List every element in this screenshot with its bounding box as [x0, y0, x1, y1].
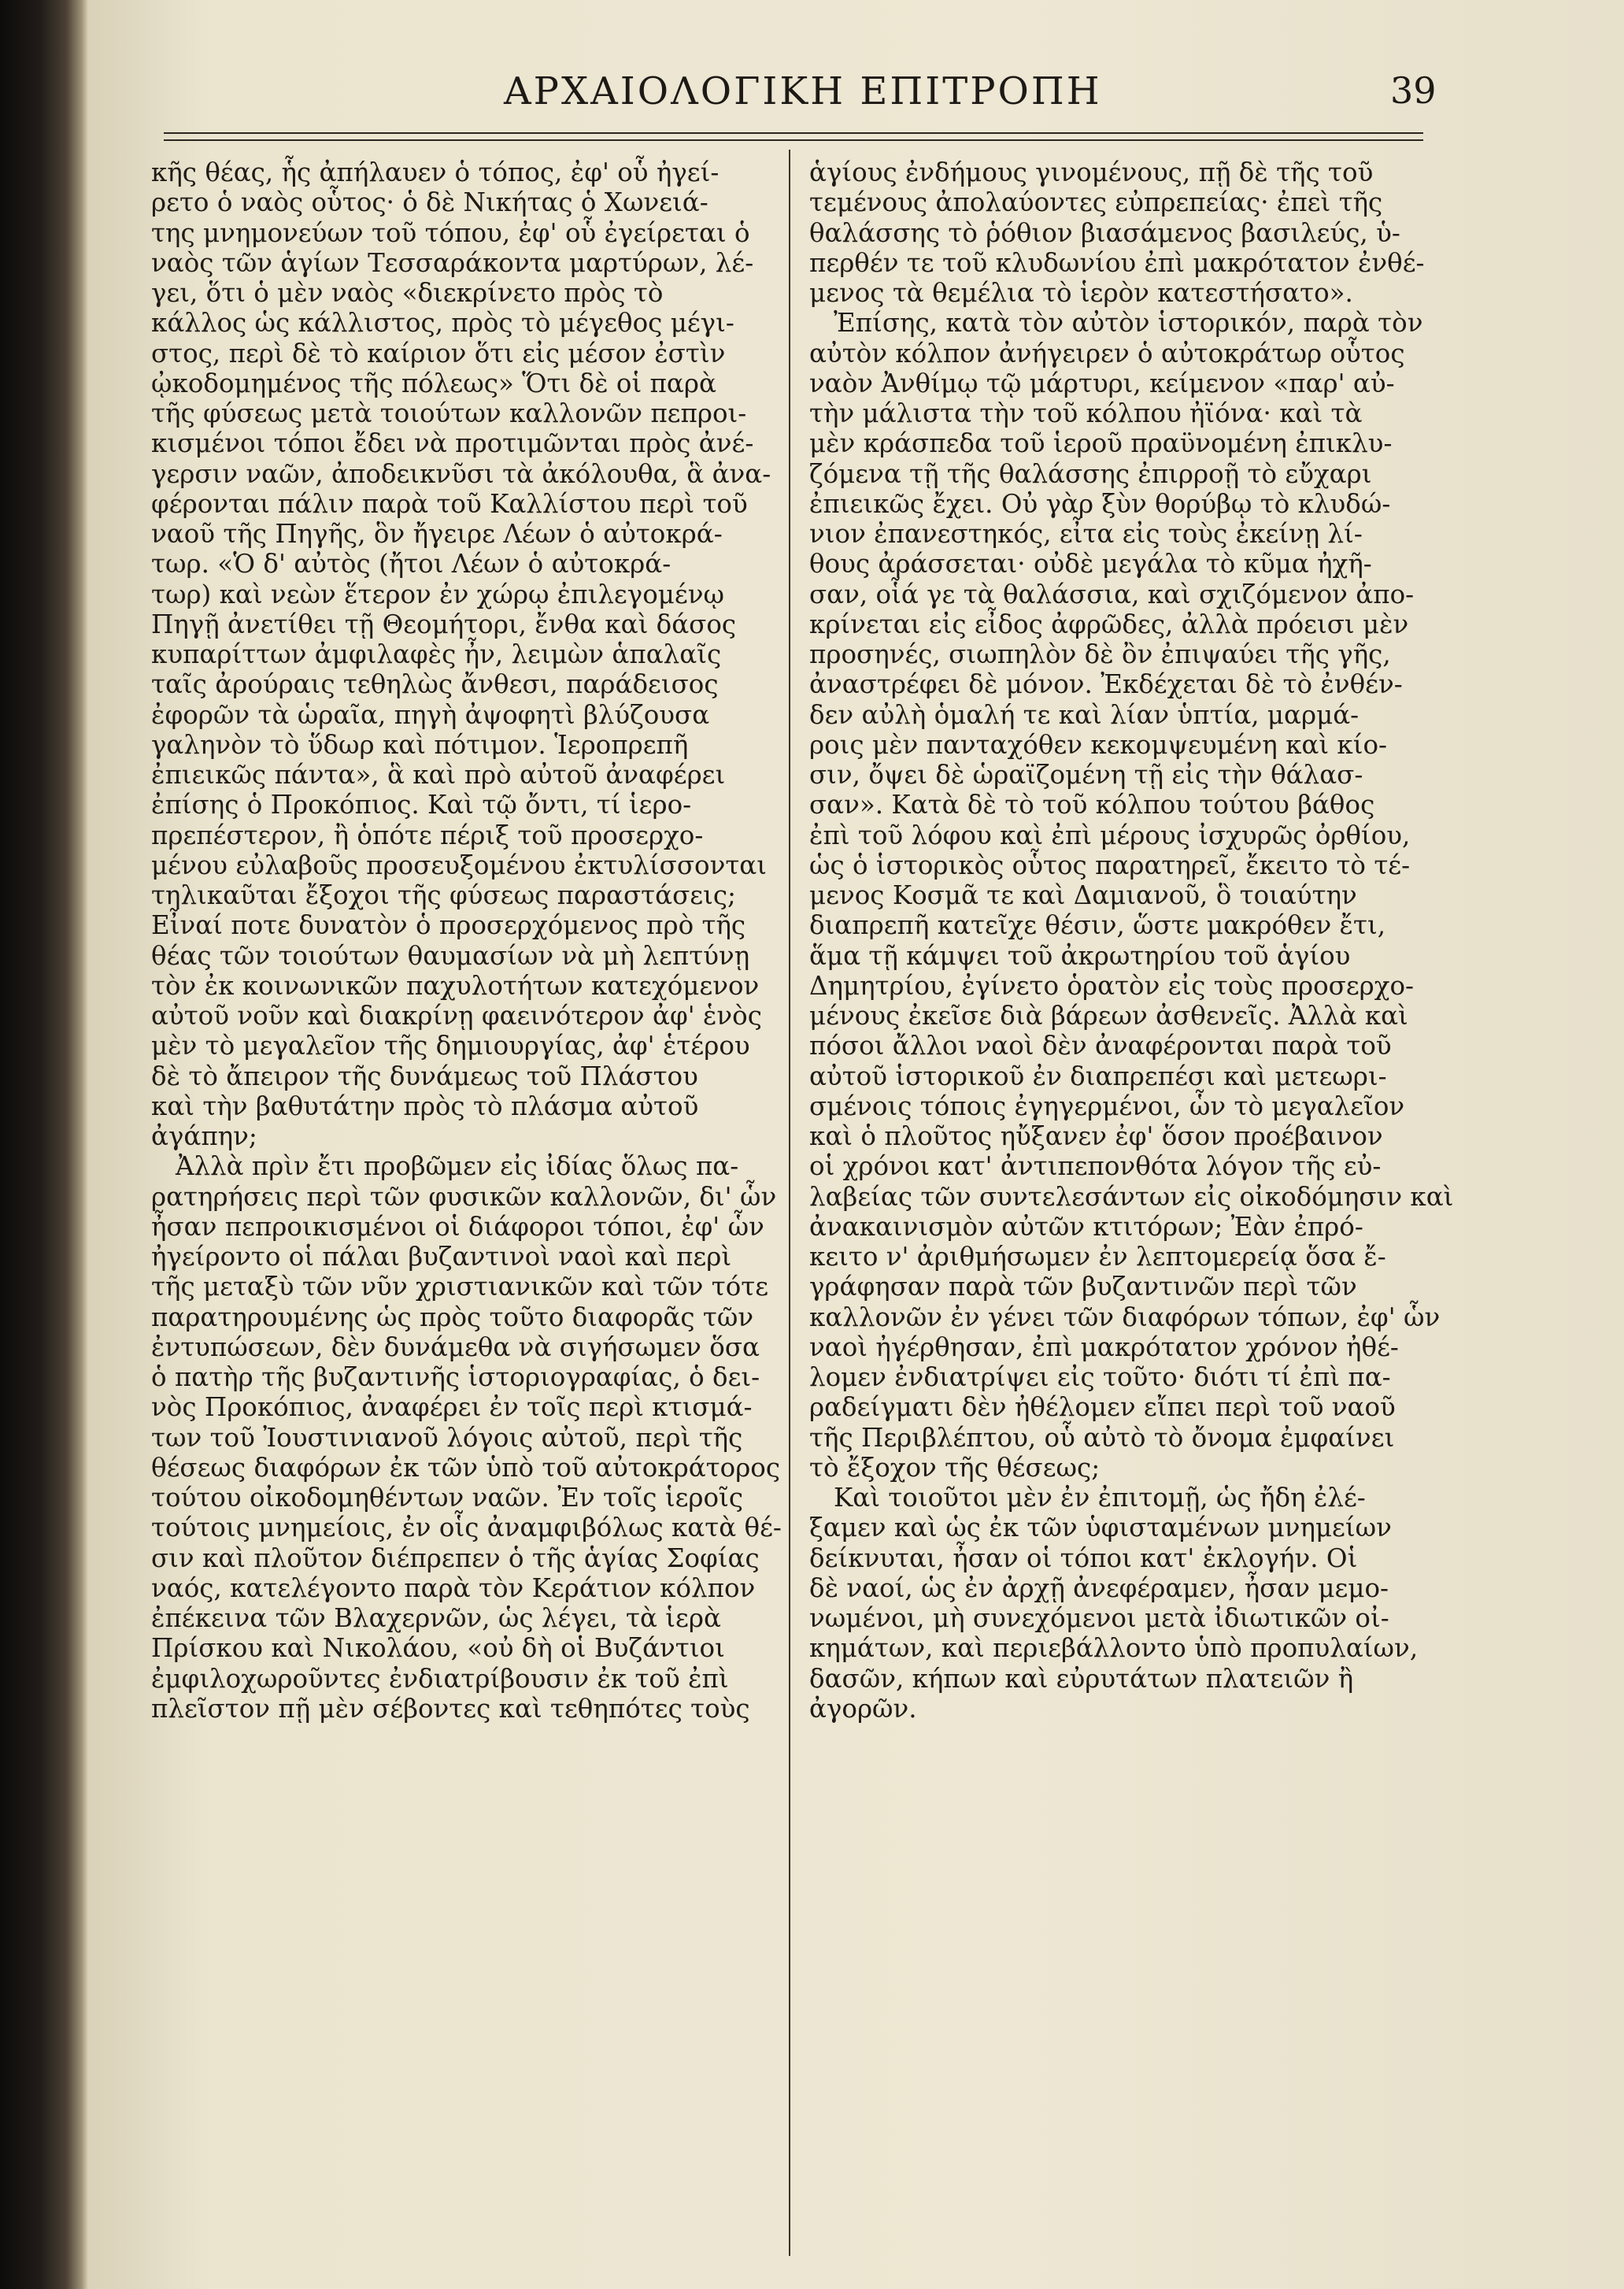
text-line: ἅμα τῇ κάμψει τοῦ ἀκρωτηρίου τοῦ ἁγίου: [809, 940, 1351, 971]
text-line: Ἀλλὰ πρὶν ἔτι προβῶμεν εἰς ἰδίας ὅλως πα-: [151, 1151, 739, 1182]
text-line: προσηνές, σιωπηλὸν δὲ ὂν ἐπιψαύει τῆς γῆς,: [809, 639, 1391, 669]
text-line: γερσιν ναῶν, ἀποδεικνῦσι τὰ ἀκόλουθα, ἃ ἀνα-: [151, 458, 771, 489]
text-line: ραδείγματι δὲν ἠθέλομεν εἴπει περὶ τοῦ ναοῦ: [809, 1392, 1396, 1423]
text-line: ἦσαν πεπροικισμένοι οἱ διάφοροι τόποι, ἐφ' ὧν: [151, 1211, 764, 1242]
text-line: καλλονῶν ἐν γένει τῶν διαφόρων τόπων, ἐφ' ὧν: [809, 1302, 1441, 1332]
text-line: τὸ ἔξοχον τῆς θέσεως;: [809, 1452, 1101, 1483]
text-line: θαλάσσης τὸ ῥόθιον βιασάμενος βασιλεύς, ὑ-: [809, 217, 1400, 248]
right-column: [809, 157, 1454, 1724]
text-line: τηλικαῦται ἔξοχοι τῆς φύσεως παραστάσεις;: [151, 880, 736, 910]
text-line: τὴν μάλιστα τὴν τοῦ κόλπου ἠϊόνα· καὶ τὰ: [809, 398, 1363, 428]
text-line: τεμένους ἀπολαύοντες εὐπρεπείας· ἐπεὶ τῆς: [809, 187, 1383, 218]
text-line: αὐτοῦ ἱστορικοῦ ἐν διαπρεπέσι καὶ μετεωρι-: [809, 1061, 1387, 1091]
text-line: στος, περὶ δὲ τὸ καίριον ὅτι εἰς μέσον ἐστὶν: [151, 338, 726, 369]
text-line: ἐπιεικῶς πάντα», ἃ καὶ πρὸ αὐτοῦ ἀναφέρει: [151, 760, 726, 790]
text-line: ἐπίσης ὁ Προκόπιος. Καὶ τῷ ὄντι, τί ἱερο-: [151, 790, 692, 820]
text-line: ζόμενα τῇ τῆς θαλάσσης ἐπιρροῇ τὸ εὔχαρι: [809, 458, 1372, 489]
text-line: Εἶναί ποτε δυνατὸν ὁ προσερχόμενος πρὸ τῆς: [151, 910, 746, 941]
text-line: δεν αὐλὴ ὁμαλή τε καὶ λίαν ὑπτία, μαρμά-: [809, 699, 1359, 730]
text-line: Καὶ τοιοῦτοι μὲν ἐν ἐπιτομῇ, ὡς ἤδη ἐλέ-: [809, 1483, 1366, 1513]
text-line: ἐπέκεινα τῶν Βλαχερνῶν, ὡς λέγει, τὰ ἱερὰ: [151, 1603, 721, 1633]
text-line: καὶ τὴν βαθυτάτην πρὸς τὸ πλάσμα αὐτοῦ: [151, 1091, 699, 1121]
text-line: θέσεως διαφόρων ἐκ τῶν ὑπὸ τοῦ αὐτοκράτορος: [151, 1452, 781, 1483]
text-line: τῆς μεταξὺ τῶν νῦν χριστιανικῶν καὶ τῶν τότε: [151, 1272, 769, 1302]
text-line: δὲ τὸ ἄπειρον τῆς δυνάμεως τοῦ Πλάστου: [151, 1061, 698, 1091]
text-line: μὲν τὸ μεγαλεῖον τῆς δημιουργίας, ἀφ' ἑτέρου: [151, 1031, 750, 1061]
text-line: νιον ἐπανεστηκός, εἶτα εἰς τοὺς ἐκείνῃ λί-: [809, 519, 1363, 549]
text-line: πλεῖστον πῇ μὲν σέβοντες καὶ τεθηπότες τοὺς: [151, 1693, 750, 1724]
text-line: νωμένοι, μὴ συνεχόμενοι μετὰ ἰδιωτικῶν οἰ-: [809, 1603, 1389, 1633]
text-line: τῆς φύσεως μετὰ τοιούτων καλλονῶν πεπροι-: [151, 398, 747, 428]
text-line: σαν». Κατὰ δὲ τὸ τοῦ κόλπου τούτου βάθος: [809, 790, 1375, 820]
running-header-title: ΑΡΧΑΙΟΛΟΓΙΚΗ ΕΠΙΤΡΟΠΗ: [504, 69, 1102, 113]
text-line: μενος Κοσμᾶ τε καὶ Δαμιανοῦ, ὃ τοιαύτην: [809, 880, 1357, 910]
text-line: Πηγῇ ἀνετίθει τῇ Θεομήτορι, ἔνθα καὶ δάσος: [151, 609, 737, 639]
text-line: μενος τὰ θεμέλια τὸ ἱερὸν κατεστήσατο».: [809, 278, 1353, 308]
text-line: δείκνυται, ἦσαν οἱ τόποι κατ' ἐκλογήν. Οἱ: [809, 1543, 1358, 1573]
text-line: ἀναστρέφει δὲ μόνον. Ἐκδέχεται δὲ τὸ ἐνθέν-: [809, 669, 1403, 700]
text-line: ἐφορῶν τὰ ὡραῖα, πηγὴ ἀψοφητὶ βλύζουσα: [151, 699, 710, 730]
text-line: παρατηρουμένης ὡς πρὸς τοῦτο διαφορᾶς τῶν: [151, 1302, 754, 1332]
text-line: θέας τῶν τοιούτων θαυμασίων νὰ μὴ λεπτύνῃ: [151, 940, 750, 971]
text-line: σιν καὶ πλοῦτον διέπρεπεν ὁ τῆς ἁγίας Σοφίας: [151, 1543, 760, 1573]
text-line: τωρ. «Ὁ δ' αὐτὸς (ἤτοι Λέων ὁ αὐτοκρά-: [151, 549, 671, 580]
text-line: ταῖς ἀρούραις τεθηλὼς ἄνθεσι, παράδεισος: [151, 669, 719, 700]
text-line: ἐπὶ τοῦ λόφου καὶ ἐπὶ μέρους ἰσχυρῶς ὀρθίου,: [809, 820, 1411, 850]
text-line: ναὸς τῶν ἁγίων Τεσσαράκοντα μαρτύρων, λέ-: [151, 247, 754, 278]
text-line: τὸν ἐκ κοινωνικῶν παχυλοτήτων κατεχόμενον: [151, 970, 760, 1001]
text-line: ἀνακαινισμὸν αὐτῶν κτιτόρων; Ἐὰν ἐπρό-: [809, 1211, 1363, 1242]
text-line: πρεπέστερον, ἢ ὁπότε πέριξ τοῦ προσερχο-: [151, 820, 704, 850]
text-line: ξαμεν καὶ ὡς ἐκ τῶν ὑφισταμένων μνημείων: [809, 1513, 1392, 1543]
text-line: μὲν κράσπεδα τοῦ ἱεροῦ πραϋνομένη ἐπικλυ-: [809, 428, 1393, 459]
text-line: λομεν ἐνδιατρίψει εἰς τοῦτο· διότι τί ἐπὶ πα-: [809, 1362, 1391, 1392]
text-line: ναοὶ ἠγέρθησαν, ἐπὶ μακρότατον χρόνον ἠθέ-: [809, 1332, 1399, 1362]
text-line: τωρ) καὶ νεὼν ἕτερον ἐν χώρῳ ἐπιλεγομένῳ: [151, 579, 724, 609]
text-line: ναοῦ τῆς Πηγῆς, ὃν ἤγειρε Λέων ὁ αὐτοκρά-: [151, 519, 723, 549]
text-line: κισμένοι τόποι ἔδει νὰ προτιμῶνται πρὸς ἀνέ-: [151, 428, 754, 459]
text-line: γαληνὸν τὸ ὕδωρ καὶ πότιμον. Ἱεροπρεπῆ: [151, 729, 689, 760]
text-line: ἐμφιλοχωροῦντες ἐνδιατρίβουσιν ἐκ τοῦ ἐπὶ: [151, 1663, 729, 1694]
text-line: Ἐπίσης, κατὰ τὸν αὐτὸν ἱστορικόν, παρὰ τὸν: [809, 308, 1423, 339]
text-line: λαβείας τῶν συντελεσάντων εἰς οἰκοδόμησιν καὶ: [809, 1181, 1454, 1212]
text-line: ναός, κατελέγοντο παρὰ τὸν Κεράτιον κόλπον: [151, 1572, 756, 1603]
text-line: ἐπιεικῶς ἔχει. Οὐ γὰρ ξὺν θορύβῳ τὸ κλυδώ-: [809, 488, 1391, 519]
text-line: ἁγίους ἐνδήμους γινομένους, πῇ δὲ τῆς τοῦ: [809, 157, 1374, 187]
text-line: σαν, οἷά γε τὰ θαλάσσια, καὶ σχιζόμενον ἀπο-: [809, 579, 1415, 609]
text-line: φέρονται πάλιν παρὰ τοῦ Καλλίστου περὶ τοῦ: [151, 488, 748, 519]
text-line: διαπρεπῆ κατεῖχε θέσιν, ὥστε μακρόθεν ἔτι,: [809, 910, 1386, 941]
text-line: Δημητρίου, ἐγίνετο ὁρατὸν εἰς τοὺς προσερχο-: [809, 970, 1415, 1001]
text-line: των τοῦ Ἰουστινιανοῦ λόγοις αὐτοῦ, περὶ τῆς: [151, 1422, 743, 1453]
text-line: ρατηρήσεις περὶ τῶν φυσικῶν καλλονῶν, δι' ὧν: [151, 1181, 777, 1212]
text-line: τούτου οἰκοδομηθέντων ναῶν. Ἐν τοῖς ἱεροῖς: [151, 1483, 744, 1513]
text-line: θους ἀράσσεται· οὐδὲ μεγάλα τὸ κῦμα ἠχῆ-: [809, 549, 1372, 580]
text-line: πόσοι ἄλλοι ναοὶ δὲν ἀναφέρονται παρὰ τοῦ: [809, 1031, 1392, 1061]
text-line: ἠγείροντο οἱ πάλαι βυζαντινοὶ ναοὶ καὶ περὶ: [151, 1242, 732, 1272]
text-line: οἱ χρόνοι κατ' ἀντιπεπονθότα λόγον τῆς εὐ-: [809, 1151, 1382, 1182]
page-number: 39: [1390, 69, 1437, 112]
text-line: Πρίσκου καὶ Νικολάου, «οὐ δὴ οἱ Βυζάντιοι: [151, 1633, 725, 1664]
text-line: κρίνεται εἰς εἶδος ἀφρῶδες, ἀλλὰ πρόεισι μὲν: [809, 609, 1409, 639]
text-line: περθέν τε τοῦ κλυδωνίου ἐπὶ μακρότατον ἐνθέ-: [809, 247, 1425, 278]
left-column: [151, 157, 781, 1724]
text-line: ὡς ὁ ἱστορικὸς οὗτος παρατηρεῖ, ἔκειτο τὸ τέ-: [809, 850, 1411, 880]
text-line: γει, ὅτι ὁ μὲν ναὸς «διεκρίνετο πρὸς τὸ: [151, 278, 664, 308]
text-line: δὲ ναοί, ὡς ἐν ἀρχῇ ἀνεφέραμεν, ἦσαν μεμο-: [809, 1572, 1389, 1603]
text-line: ροις μὲν πανταχόθεν κεκομψευμένη καὶ κίο-: [809, 729, 1388, 760]
text-line: τούτοις μνημείοις, ἐν οἷς ἀναμφιβόλως κατὰ θέ-: [151, 1513, 782, 1543]
header-double-rule: [164, 132, 1423, 141]
text-line: σμένοις τόποις ἐγηγερμένοι, ὧν τὸ μεγαλεῖον: [809, 1091, 1405, 1121]
text-line: της μνημονεύων τοῦ τόπου, ἐφ' οὗ ἐγείρεται ὁ: [151, 217, 750, 248]
text-line: σιν, ὄψει δὲ ὡραϊζομένη τῇ εἰς τὴν θάλασ-: [809, 760, 1363, 790]
text-line: ἐντυπώσεων, δὲν δυνάμεθα νὰ σιγήσωμεν ὅσα: [151, 1332, 760, 1362]
text-line: αὐτοῦ νοῦν καὶ διακρίνῃ φαεινότερον ἀφ' ἑνὸς: [151, 1001, 762, 1031]
text-line: δασῶν, κήπων καὶ εὐρυτάτων πλατειῶν ἢ: [809, 1663, 1354, 1694]
binding-gutter: [0, 0, 88, 2289]
text-line: τῆς Περιβλέπτου, οὗ αὐτὸ τὸ ὄνομα ἐμφαίνει: [809, 1422, 1395, 1453]
text-line: ναὸν Ἀνθίμῳ τῷ μάρτυρι, κείμενον «παρ' αὐ-: [809, 368, 1395, 398]
text-line: γράφησαν παρὰ τῶν βυζαντινῶν περὶ τῶν: [809, 1272, 1357, 1302]
text-line: κημάτων, καὶ περιεβάλλοντο ὑπὸ προπυλαίων,: [809, 1633, 1419, 1664]
text-line: κυπαρίττων ἀμφιλαφὲς ἦν, λειμὼν ἁπαλαῖς: [151, 639, 722, 669]
text-line: κάλλος ὡς κάλλιστος, πρὸς τὸ μέγεθος μέγι-: [151, 308, 734, 339]
text-line: κῆς θέας, ἧς ἀπήλαυεν ὁ τόπος, ἐφ' οὗ ἠγεί-: [151, 157, 720, 187]
text-line: ἀγάπην;: [151, 1121, 257, 1151]
text-line: νὸς Προκόπιος, ἀναφέρει ἐν τοῖς περὶ κτισμά-: [151, 1392, 753, 1423]
text-line: ᾠκοδομημένος τῆς πόλεως» Ὅτι δὲ οἱ παρὰ: [151, 368, 716, 398]
text-line: ἀγορῶν.: [809, 1693, 917, 1724]
text-line: ὁ πατὴρ τῆς βυζαντινῆς ἱστοριογραφίας, ὁ δει-: [151, 1362, 760, 1392]
text-line: ρετο ὁ ναὸς οὗτος· ὁ δὲ Νικήτας ὁ Χωνειά-: [151, 187, 708, 218]
text-line: αὐτὸν κόλπον ἀνήγειρεν ὁ αὐτοκράτωρ οὗτος: [809, 338, 1405, 369]
column-divider: [789, 150, 790, 2256]
text-line: κειτο ν' ἀριθμήσωμεν ἐν λεπτομερείᾳ ὅσα ἔ-: [809, 1242, 1386, 1272]
text-line: καὶ ὁ πλοῦτος ηὔξανεν ἐφ' ὅσον προέβαινον: [809, 1121, 1383, 1151]
text-line: μένους ἐκεῖσε διὰ βάρεων ἀσθενεῖς. Ἀλλὰ καὶ: [809, 1001, 1408, 1031]
text-line: μένου εὐλαβοῦς προσευξομένου ἐκτυλίσσονται: [151, 850, 767, 880]
